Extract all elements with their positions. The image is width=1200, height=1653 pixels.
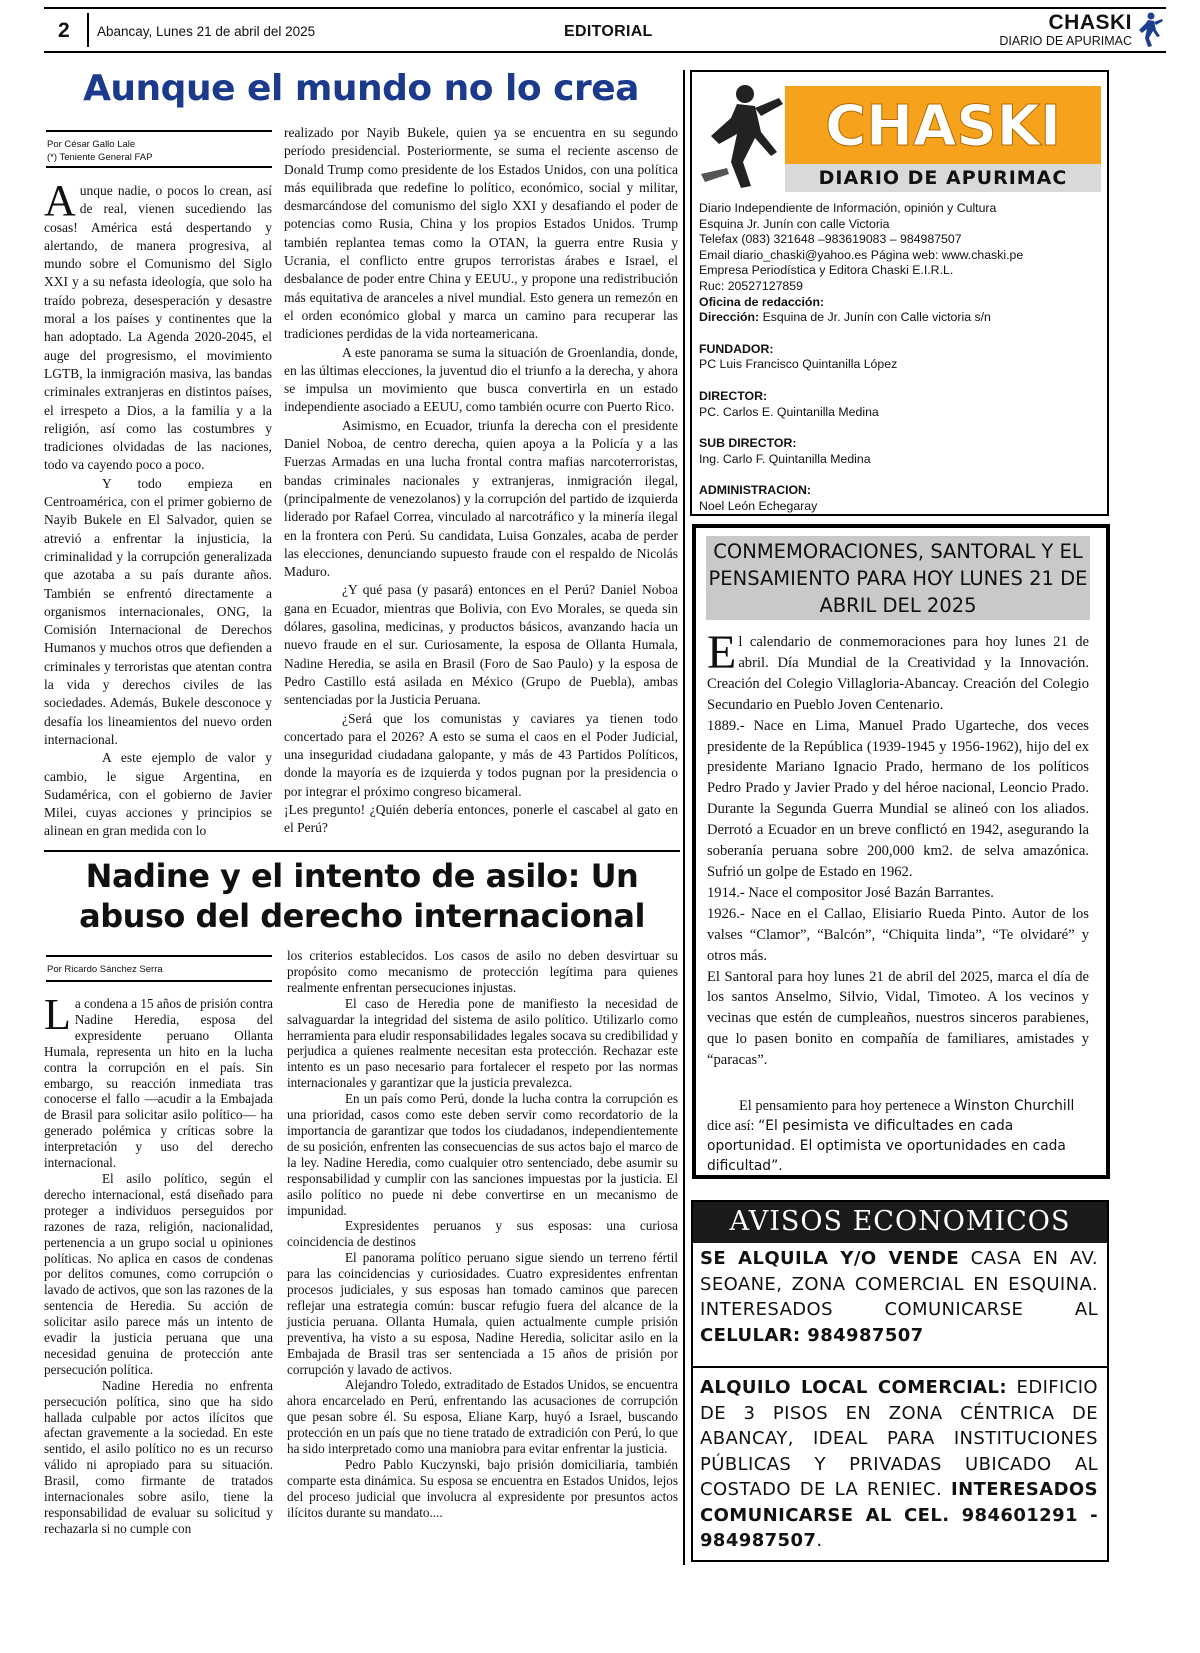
- paragraph: El Santoral para hoy lunes 21 de abril del 2025, marca el día de los santos Anselmo, Silvio, Vidal, Timoteo. A los vecinos y vecinas que estén de cumpleaños, nuestros sinceros parabienes, que lo pasen bonito en compañía de familiares, amistades y “paracas”.: [707, 968, 1089, 1069]
- paragraph: El panorama político peruano sigue siendo un terreno fértil para las coincidencias y curiosidades. Cuatro expresidentes enfrentan procesos judiciales, y sus esposas han tomado caminos que parecen reflejar una estrategia común: buscar refugio fuera del alcance de la justicia peruana. Ollanta Humala, quien actualmente cumple prisión preventiva, ha visto a su esposa, Nadine Heredia, solicitar asilo en la Embajada de Brasil tras ser sentenciada a 15 años de prisión por corrupción y lavado de activos.: [287, 1250, 678, 1377]
- efemerides-first: l calendario de conmemoraciones para hoy lunes 21 de abril. Día Mundial de la Creatividad y la Innovación. Creación del Colegio Villagloria-Abancay. Creación del Colegio Secundario en Pueblo Joven Centenario.: [707, 634, 1089, 713]
- fundador-name: PC Luis Francisco Quintanilla López: [699, 357, 898, 372]
- ad-body: CASA EN AV. SEOANE, ZONA COMERCIAL EN ESQUINA. INTERESADOS COMUNICARSE AL: [700, 1248, 1098, 1320]
- paragraph: realizado por Nayib Bukele, quien ya se encuentra en su segundo período presidencial. Posteriormente, se suma el reciente ascenso de Donald Trump como presidente de los Estados Unidos, con una política más equilibrada que redefine lo político, económico, social y militar, desmarcándose del comunismo del siglo XXI y desafiando el poder de potencias como Rusia, China y los propios Estados Unidos. Trump también replantea temas como la OTAN, la guerra entre Rusia y Ucrania, el conflicto entre grupos terroristas árabes e Israel, el desbalance de poder entre China y EEUU., y propone una redistribución más equitativa de aranceles a nivel mundial. Esto genera un remezón en el orden económico global y marca un camino para recuperar las tradiciones perdidas de la vida norteamericana.: [284, 125, 678, 342]
- paragraph: A este ejemplo de valor y cambio, le sigue Argentina, en Sudamérica, con el gobierno de Javier Milei, cuyas acciones y principios se alinean en gran medida con lo: [44, 750, 272, 839]
- ad-local: [700, 1375, 1098, 1554]
- logo-title: CHASKI: [825, 94, 1061, 159]
- article2-column-1: [44, 990, 273, 1537]
- direccion-value: Esquina de Jr. Junín con Calle victoria s/n: [762, 310, 991, 325]
- runner-logo-icon: [1134, 11, 1164, 49]
- article2-byline: Por Ricardo Sánchez Serra: [47, 964, 163, 975]
- info-line: Diario Independiente de Información, opinión y Cultura: [699, 201, 997, 215]
- info-line: Telefax (083) 321648 –983619083 – 984987507: [699, 232, 962, 247]
- ad-lead: ALQUILO LOCAL COMERCIAL:: [700, 1377, 1007, 1398]
- paragraph: Y todo empieza en Centroamérica, con el primer gobierno de Nayib Bukele en El Salvador, quien se atrevió a enfrentar la injusticia, la criminalidad y la corrupción generalizada que azotaba a su país durante años. También se enfrentó directamente a organismos internacionales, ONG, la Comisión Internacional de Derechos Humanos y muchos otros que defienden a criminales y terroristas que atentan contra la vida y derechos civiles de las sociedades. Además, Bukele desconoce y desafía los lineamientos del nuevo orden internacional.: [44, 475, 272, 747]
- subdirector-label: SUB DIRECTOR:: [699, 436, 797, 451]
- logo-subtitle: DIARIO DE APURIMAC: [818, 167, 1068, 189]
- direccion-line: [699, 310, 1099, 326]
- section-divider: [44, 850, 680, 852]
- director-name: PC. Carlos E. Quintanilla Medina: [699, 404, 879, 419]
- header-brand: [999, 12, 1132, 48]
- article2-title: Nadine y el intento de asilo: Un abuso del derecho internacional: [79, 857, 645, 935]
- fundador-label: FUNDADOR:: [699, 341, 774, 356]
- article1-byline: [47, 138, 273, 164]
- paragraph: Pedro Pablo Kuczynski, bajo prisión domiciliaria, también comparte esta dinámica. Su esposa se encuentra en Estados Unidos, lejos del proceso judicial que involucra al expresidente por presuntos actos ilícitos durante su mandato....: [287, 1457, 678, 1520]
- direccion-label: Dirección:: [699, 310, 760, 325]
- thought-intro: El pensamiento para hoy pertenece a: [739, 1098, 954, 1114]
- article1-title: Aunque el mundo no lo crea: [83, 68, 639, 109]
- info-line: Ruc: 20527127859: [699, 278, 803, 293]
- section-name: EDITORIAL: [564, 23, 653, 40]
- page-number: 2: [58, 19, 70, 42]
- paragraph: A este panorama se suma la situación de Groenlandia, donde, en las últimas elecciones, la juventud dio el triunfo a la derecha, y ahora se impulsa un movimiento que busca convertirla en un estado independiente asociado a EEUU, como también ocurre con Puerto Rico.: [284, 344, 678, 415]
- byline-rule: [46, 955, 272, 957]
- article1-column-1: [44, 176, 272, 841]
- paragraph: La condena a 15 años de prisión contra Nadine Heredia, esposa del expresidente peruano Ollanta Humala, representa un hito en la lucha contra la corrupción en el país. Sin embargo, su reacción inmediata tras conocerse el fallo —acudir a la Embajada de Brasil para solicitar asilo político— ha generado polémica y críticas sobre la interpretación y uso del derecho internacional.: [44, 990, 273, 1171]
- paragraph: En un país como Perú, donde la lucha contra la corrupción es una prioridad, casos como este deben servir como recordatorio de la importancia de garantizar que todos los ciudadanos, independientemente de su posición, enfrenten las consecuencias de sus actos bajo el marco de la ley. Nadine Heredia, como cualquier otro sentenciado, debe asumir su responsabilidad y cumplir con las sanciones impuestas por la justicia. El asilo político no puede ni debe convertirse en un mecanismo de impunidad.: [287, 1091, 678, 1218]
- ad-phone: CELULAR: 984987507: [700, 1324, 924, 1346]
- paragraph: 1889.- Nace en Lima, Manuel Prado Ugarteche, dos veces presidente de la República (1939-1945 y 1956-1962), hijo del ex presidente Mariano Ignacio Prado, hermano de los políticos Pedro Prado y Javier Prado y del héroe nacional, Leoncio Prado. Durante la Segunda Guerra Mundial se alineó con los aliados. Derrotó a Ecuador en un breve conflictó en 1942, asegurando la soberanía peruana sobre 200,000 km2. de selva amazónica. Sufrió un golpe de Estado en 1962.: [707, 717, 1089, 880]
- info-line: Esquina Jr. Junín con calle Victoria: [699, 216, 890, 231]
- ad-body: EDIFICIO DE 3 PISOS EN ZONA CÉNTRICA DE ABANCAY, IDEAL PARA INSTITUCIONES PÚBLICAS Y PRIVADAS UBICADO AL COSTADO DE LA RENIEC.: [700, 1377, 1098, 1500]
- byline-rule: [46, 980, 272, 982]
- paragraph: Nadine Heredia no enfrenta persecución política, sino que ha sido hallada culpable por actos ilícitos que afectan gravemente a la sociedad. En este sentido, el asilo político no es un recurso válido ni apropiado para su situación. Brasil, como firmante de tratados internacionales sobre asilo, tiene la responsabilidad de evaluar su solicitud y rechazarla si no cumple con: [44, 1377, 273, 1536]
- admin-name: Noel León Echegaray: [699, 498, 818, 513]
- header-date: Abancay, Lunes 21 de abril del 2025: [97, 24, 316, 39]
- masthead-info: [699, 201, 1099, 515]
- byline-role: (*) Teniente General FAP: [47, 152, 153, 163]
- paragraph: 1926.- Nace en el Callao, Elisiario Rueda Pinto. Autor de los valses “Clamor”, “Balcón”, “Chiquita linda”, “Te olvidaré” y otros más.: [707, 905, 1089, 964]
- article1-column-2: [284, 124, 678, 838]
- thought-of-day: [707, 1096, 1089, 1176]
- thought-quote: “El pesimista ve dificultades en cada oportunidad. El optimista ve oportunidades en cada dificultad”.: [707, 1118, 1066, 1174]
- subdirector-name: Ing. Carlo F. Quintanilla Medina: [699, 451, 871, 466]
- header-divider: [87, 13, 89, 47]
- admin-label: ADMINISTRACION:: [699, 483, 812, 498]
- efemerides-text: [707, 626, 1089, 1071]
- ad-casa: [700, 1246, 1098, 1348]
- efemerides-title: CONMEMORACIONES, SANTORAL Y EL PENSAMIENTO PARA HOY LUNES 21 DE ABRIL DEL 2025: [706, 536, 1090, 620]
- paragraph: ¿Y qué pasa (y pasará) entonces en el Perú? Daniel Noboa gana en Ecuador, mientras que Bolivia, con Evo Morales, se queda sin dólares, gasolina, medicinas, y productos básicos, avanzando hacia un nuevo fraude en el sur. Curiosamente, la esposa de Ollanta Humala, Nadine Heredia, se asila en Brasil (Foro de Sao Paulo) y la esposa de Pedro Castillo está asilada en México (Grupo de Puebla), ambas sentenciadas por la Justicia Peruana.: [284, 582, 678, 708]
- brand-name: CHASKI: [1048, 11, 1132, 34]
- paragraph: los criterios establecidos. Los casos de asilo no deben desvirtuar su propósito como mecanismo de protección legítima para quienes realmente enfrentan persecuciones injustas.: [287, 948, 678, 995]
- subheading: Expresidentes peruanos y sus esposas: una curiosa coincidencia de destinos: [287, 1218, 678, 1250]
- brand-subtitle: DIARIO DE APURIMAC: [999, 34, 1132, 48]
- ad-lead: SE ALQUILA Y/O VENDE: [700, 1248, 960, 1269]
- page-header: [44, 7, 1166, 53]
- runner-illustration-icon: [701, 85, 783, 188]
- paragraph: Asimismo, en Ecuador, triunfa la derecha con el presidente Daniel Noboa, de centro derecha, quien apoya a la Policía y a las Fuerzas Armadas en una lucha frontal contra mafias narcoterroristas, bandas criminales nacionales y extranjeras, inmigración ilegal, (principalmente de venezolanos) y la corrupción del partido de izquierda liderado por Rafael Correa, vinculado al narcotráfico y la minería ilegal en la frontera con Perú. Su candidata, Luisa Gonzales, acaba de perder las elecciones, denunciando supuesto fraude con el respaldo de Nicolás Maduro.: [284, 417, 678, 580]
- paragraph: Alejandro Toledo, extraditado de Estados Unidos, se encuentra ahora encarcelado en Perú, enfrentando las acusaciones de corrupción que pesan sobre él. Su esposa, Eliane Karp, huyó a Israel, buscando protección en un país que no tiene tratado de extradición con Perú, lo que ha sido interpretado como una maniobra para evitar enfrentar la justicia.: [287, 1377, 678, 1457]
- ad-end: .: [816, 1530, 823, 1551]
- byline-rule: [46, 130, 272, 132]
- director-label: DIRECTOR:: [699, 388, 768, 403]
- paragraph: ¿Será que los comunistas y caviares ya tienen todo concertado para el 2026? A esto se suma el caos en el Poder Judicial, una inseguridad ciudadana galopante, y más de 43 Partidos Políticos, donde la mayoría es de izquierda y todos pugnan por la presidencia o por integrar el próximo congreso bicameral.: [284, 710, 678, 799]
- drop-cap: E: [707, 626, 737, 679]
- info-line: Email diario_chaski@yahoo.es Página web: www.chaski.pe: [699, 247, 1024, 262]
- paragraph: El asilo político, según el derecho internacional, está diseñado para proteger a individuos perseguidos por razones de raza, religión, nacionalidad, pertenencia a un grupo social u opiniones políticas. No aplica en casos de condenas por delitos comunes, como corrupción o lavado de activos, que son las razones de la sentencia de Heredia. Su acción de solicitar asilo parece más un intento de evadir la justicia peruana que una necesidad genuina de protección ante persecución política.: [44, 1170, 273, 1377]
- article2-column-2: [287, 948, 678, 1521]
- byline-rule: [46, 166, 272, 168]
- byline-author: Por César Gallo Lale: [47, 139, 136, 150]
- chaski-logo: [697, 78, 1103, 196]
- paragraph: [707, 626, 1089, 716]
- paragraph: Aunque nadie, o pocos lo crean, así de real, vienen sucediendo las cosas! América está despertando y alertando, de manera progresiva, al mundo sobre el Comunismo del Siglo XXI y a su nefasta ideología, que solo ha traído pobreza, desesperación y desastre moral a los países y continentes que la han adoptado. La Agenda 2020-2045, el auge del progresismo, el movimiento LGTB, la inmigración masiva, las bandas criminales extranjeras en distintos países, el irrespeto a Dios, a la familia y a la religión, así como las costumbres y tradiciones olvidadas de las naciones, todo va cayendo poco a poco.: [44, 176, 272, 473]
- paragraph: 1914.- Nace el compositor José Bazán Barrantes.: [707, 884, 994, 901]
- paragraph: ¡Les pregunto! ¿Quién debería entonces, ponerle el cascabel al gato en el Perú?: [284, 801, 678, 836]
- paragraph: El caso de Heredia pone de manifiesto la necesidad de salvaguardar la integridad del sistema de asilo político. Utilizarlo como herramienta para eludir responsabilidades legales socava su credibilidad y perjudica a quienes realmente necesitan esta protección. Rechazar este intento es un paso necesario para fortalecer el respeto por las normas internacionales y garantizar que la justicia prevalezca.: [287, 995, 678, 1091]
- ad-divider: [691, 1366, 1109, 1368]
- oficina-label: Oficina de redacción:: [699, 294, 825, 309]
- info-line: Empresa Periodística y Editora Chaski E.I.R.L.: [699, 263, 954, 278]
- ad-contact: INTERESADOS COMUNICARSE AL CEL. 984601291 - 984987507: [700, 1479, 1098, 1551]
- avisos-title: AVISOS ECONOMICOS: [693, 1202, 1107, 1243]
- thought-author: Winston Churchill: [953, 1098, 1075, 1114]
- column-divider: [683, 70, 685, 1565]
- thought-dice: dice así:: [707, 1118, 759, 1134]
